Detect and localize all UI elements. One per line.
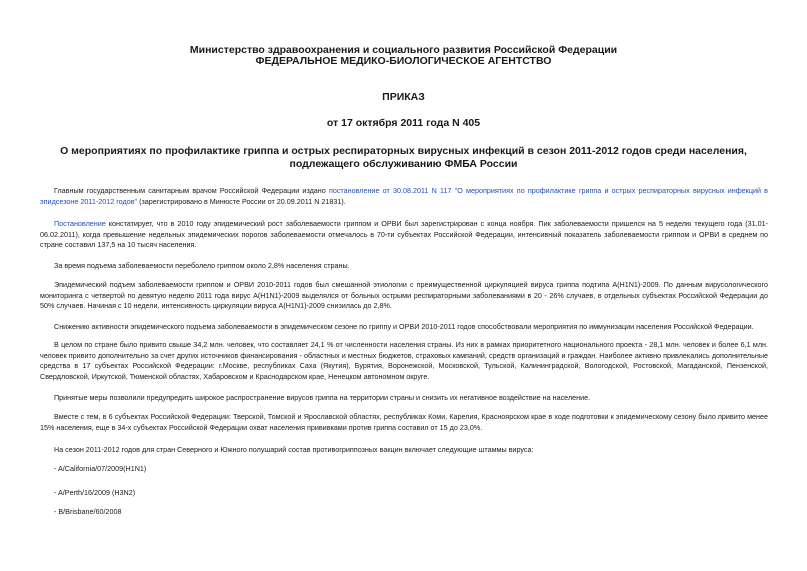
resolution-link[interactable]: постановление от 30.08.2011 N 117 "О мероприятиях по профилактике гриппа и острых респираторных вирусных инфекций в эпидсезоне 2011-2012 годов" xyxy=(40,186,768,206)
resolution-short-link[interactable]: Постановление xyxy=(54,219,106,228)
paragraph-2 xyxy=(40,219,768,251)
document-title: О мероприятиях по профилактике гриппа и острых респираторных вирусных инфекций в сезон 2011-2012 годов среди населения, подлежащего обслуживанию ФМБА России xyxy=(60,145,747,170)
paragraph-2-text: констатирует, что в 2010 году эпидемический рост заболеваемости гриппом и ОРВИ был зарегистрирован с конца ноября. Пик заболеваемости пришелся на 5 неделю текущего года (31.01-06.02.2011), когда превышение недельных эпидемических порогов заболеваемости отмечалось в 70-ти субъектах Российской Федерации, интенсивный показатель заболеваемости гриппом и ОРВИ в среднем по стране составил 137,5 на 10 тысяч населения. xyxy=(40,219,768,249)
paragraph-7: Принятые меры позволили предупредить широкое распространение вирусов гриппа на территории страны и снизить их негативное воздействие на население. xyxy=(54,393,591,402)
paragraph-8: Вместе с тем, в 6 субъектах Российской Федерации: Тверской, Томской и Ярославской областях, республиках Коми, Карелия, Красноярском крае в ходе подготовки к эпидемическому сезону было привито менее 15% населения, еще в 34-х субъектах Российской Федерации охват населения прививками против гриппа составил от 15 до 23,0%. xyxy=(40,412,768,432)
paragraph-6: В целом по стране было привито свыше 34,2 млн. человек, что составляет 24,1 % от численности населения страны. Из них в рамках приоритетного национального проекта - 28,1 млн. человек и более 6,1 млн. человек привито дополнительно за счет других источников финансирования - областных и местных бюджетов, страховых кампаний, средств организаций и граждан. Наиболее активно привлекались дополнительные средства в 17 субъектах Российской Федерации: г.Москве, республиках Саха (Якутия), Бурятия, Воронежской, Московской, Тульской, Калининградской, Вологодской, Ростовской, Магаданской, Пензенской, Свердловской, Иркутской, Тюменской областях, Хабаровском и Краснодарском крае, Ненецком автономном округе. xyxy=(40,340,768,381)
strain-list-item: - A/California/07/2009(H1N1) xyxy=(54,464,147,473)
ministry-name: Министерство здравоохранения и социального развития Российской Федерации xyxy=(189,44,618,56)
agency-name: ФЕДЕРАЛЬНОЕ МЕДИКО-БИОЛОГИЧЕСКОЕ АГЕНТСТВО xyxy=(255,55,552,67)
strain-list-item: - B/Brisbane/60/2008 xyxy=(54,507,122,516)
paragraph-9: На сезон 2011-2012 годов для стран Северного и Южного полушарий состав противогриппозных вакцин включает следующие штаммы вируса: xyxy=(54,445,534,454)
paragraph-1-post: (зарегистрировано в Минюсте России от 20.09.2011 N 21831). xyxy=(137,196,346,206)
document-date-number: от 17 октября 2011 года N 405 xyxy=(326,117,481,129)
document-type: ПРИКАЗ xyxy=(382,91,425,103)
paragraph-4: Эпидемический подъем заболеваемости гриппом и ОРВИ 2010-2011 годов был смешанной этиологии с преимущественной циркуляцией вируса гриппа подтипа A(H1N1)-2009. По данным вирусологического мониторинга с четвертой по девятую неделю 2011 года вирус A(H1N1)-2009 выделялся от больных острыми респираторными заболеваниями в 20 - 26% случаев, в отдельных субъектах Российской Федерации до 50% случаев. Начиная с 10 недели, интенсивность циркуляции вируса A(H1N1)-2009 снизилась до 2,8%. xyxy=(40,280,768,310)
paragraph-3: За время подъема заболеваемости переболело гриппом около 2,8% населения страны. xyxy=(54,261,350,270)
strain-list-item: - A/Perth/16/2009 (H3N2) xyxy=(54,488,136,497)
paragraph-5: Снижению активности эпидемического подъема заболеваемости в эпидемическом сезоне по гриппу и ОРВИ 2010-2011 годов способствовали мероприятия по иммунизации населения Российской Федерации. xyxy=(54,322,754,331)
paragraph-1-pre: Главным государственным санитарным врачом Российской Федерации издано xyxy=(54,186,329,195)
paragraph-1 xyxy=(40,186,768,207)
